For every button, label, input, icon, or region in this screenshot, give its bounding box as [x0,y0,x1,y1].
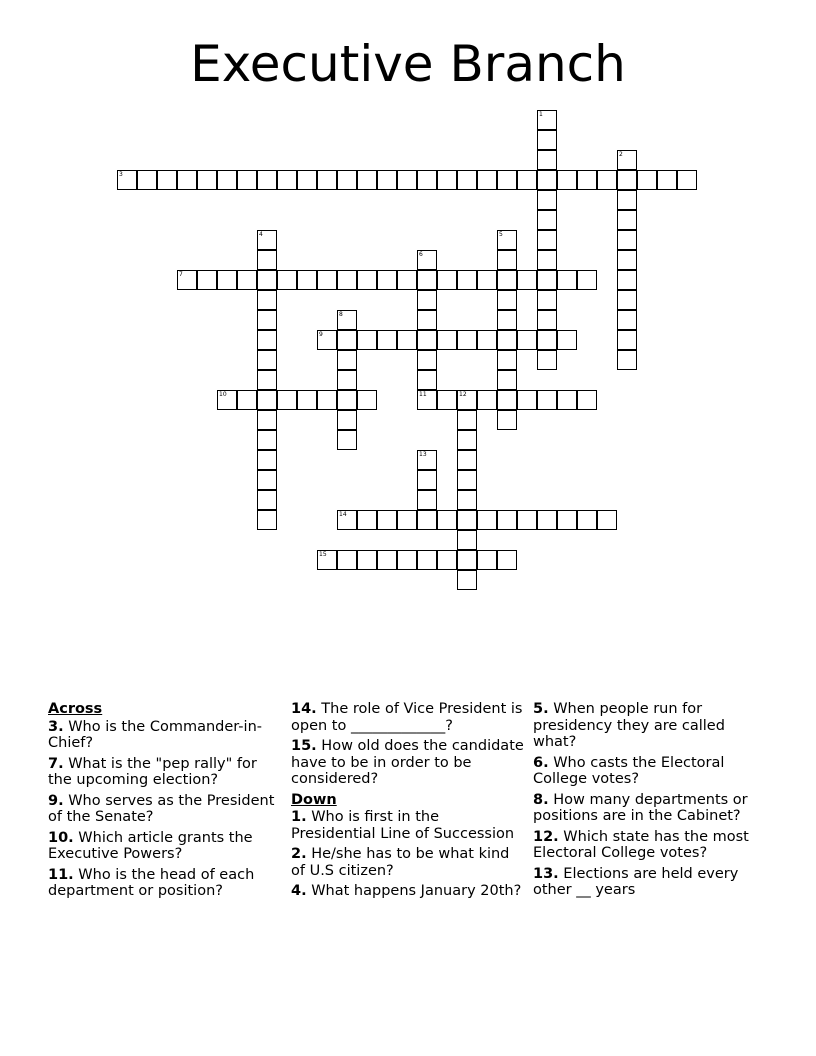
clue-text: Who is first in the Presidential Line of Succession [291,809,515,842]
grid-cell[interactable] [257,510,277,530]
grid-cell[interactable] [417,330,437,350]
grid-cell[interactable] [117,170,137,190]
clue-item [291,883,527,900]
clue-number-label: 14 [339,511,347,518]
grid-cell[interactable] [477,510,497,530]
clue-item [533,701,769,751]
grid-cell[interactable] [597,170,617,190]
grid-cell[interactable] [257,470,277,490]
clue-text: Who serves as the President of the Senate? [48,792,275,825]
clue-number: 9. [48,792,64,809]
grid-cell[interactable] [337,310,357,330]
grid-cell[interactable] [457,330,477,350]
clue-number: 13. [533,865,559,882]
clue-item [48,830,284,863]
grid-cell[interactable] [397,270,417,290]
clue-column-3 [533,701,769,903]
grid-cell[interactable] [517,390,537,410]
grid-cell[interactable] [257,490,277,510]
grid-cell[interactable] [457,570,477,590]
clue-text: When people run for presidency they are called what? [533,701,725,750]
grid-cell[interactable] [237,270,257,290]
grid-cell[interactable] [297,270,317,290]
grid-cell[interactable] [197,270,217,290]
grid-cell[interactable] [437,330,457,350]
grid-cell[interactable] [257,290,277,310]
grid-cell[interactable] [497,310,517,330]
puzzle-title: Executive Branch [190,35,626,93]
grid-cell[interactable] [357,330,377,350]
grid-cell[interactable] [417,310,437,330]
grid-cell[interactable] [617,270,637,290]
clue-item [48,793,284,826]
grid-cell[interactable] [377,330,397,350]
grid-cell[interactable] [617,150,637,170]
grid-cell[interactable] [257,270,277,290]
grid-cell[interactable] [597,510,617,530]
grid-cell[interactable] [257,170,277,190]
grid-cell[interactable] [137,170,157,190]
grid-cell[interactable] [537,310,557,330]
grid-cell[interactable] [617,350,637,370]
clue-item [533,829,769,862]
grid-cell[interactable] [477,390,497,410]
grid-cell[interactable] [537,510,557,530]
grid-cell[interactable] [537,390,557,410]
clue-number-label: 13 [419,451,427,458]
clue-item [48,756,284,789]
grid-cell[interactable] [557,270,577,290]
clue-number: 15. [291,738,317,754]
grid-cell[interactable] [397,330,417,350]
grid-cell[interactable] [497,250,517,270]
grid-cell[interactable] [417,470,437,490]
grid-cell[interactable] [457,450,477,470]
grid-cell[interactable] [177,170,197,190]
grid-cell[interactable] [397,170,417,190]
clue-text: Which state has the most Electoral College votes? [533,828,749,861]
clue-text: He/she has to be what kind of U.S citizen? [291,846,510,879]
grid-cell[interactable] [417,490,437,510]
grid-cell[interactable] [537,110,557,130]
clue-text: How many departments or positions are in the Cabinet? [533,791,748,824]
clue-column-2 [291,701,527,904]
clue-number: 12. [533,828,559,845]
grid-cell[interactable] [617,230,637,250]
clue-column-1 [48,701,284,904]
grid-cell[interactable] [277,270,297,290]
grid-cell[interactable] [537,150,557,170]
grid-cell[interactable] [477,550,497,570]
grid-cell[interactable] [557,170,577,190]
clue-item [48,867,284,900]
grid-cell[interactable] [257,450,277,470]
clue-text: Who casts the Electoral College votes? [533,754,725,787]
grid-cell[interactable] [457,430,477,450]
grid-cell[interactable] [257,250,277,270]
grid-cell[interactable] [277,170,297,190]
clue-text: Who is the head of each department or position? [48,866,255,899]
grid-cell[interactable] [537,190,557,210]
grid-cell[interactable] [337,350,357,370]
grid-cell[interactable] [257,410,277,430]
grid-cell[interactable] [557,390,577,410]
grid-cell[interactable] [257,370,277,390]
grid-cell[interactable] [417,370,437,390]
grid-cell[interactable] [577,170,597,190]
grid-cell[interactable] [217,170,237,190]
grid-cell[interactable] [457,470,477,490]
grid-cell[interactable] [337,510,357,530]
grid-cell[interactable] [357,270,377,290]
grid-cell[interactable] [317,270,337,290]
grid-cell[interactable] [537,350,557,370]
grid-cell[interactable] [517,270,537,290]
grid-cell[interactable] [317,390,337,410]
grid-cell[interactable] [257,310,277,330]
grid-cell[interactable] [557,330,577,350]
grid-cell[interactable] [257,390,277,410]
clue-text: How old does the candidate have to be in order to be considered? [291,738,524,787]
clue-text: Elections are held every other __ years [533,865,739,898]
clue-number-label: 11 [419,391,427,398]
clue-item [533,866,769,899]
clue-number: 6. [533,754,549,771]
grid-cell[interactable] [417,510,437,530]
grid-cell[interactable] [617,290,637,310]
grid-cell[interactable] [437,550,457,570]
clue-number: 7. [48,755,64,772]
grid-cell[interactable] [377,170,397,190]
grid-cell[interactable] [677,170,697,190]
grid-cell[interactable] [337,330,357,350]
grid-cell[interactable] [337,370,357,390]
grid-cell[interactable] [537,170,557,190]
grid-cell[interactable] [237,170,257,190]
grid-cell[interactable] [457,530,477,550]
clue-number: 2. [291,846,307,862]
clue-text: Which article grants the Executive Powers? [48,829,253,862]
grid-cell[interactable] [177,270,197,290]
clue-number: 3. [48,718,64,735]
grid-cell[interactable] [497,510,517,530]
clue-number-label: 2 [619,151,623,158]
clue-number: 4. [291,883,307,899]
grid-cell[interactable] [377,270,397,290]
grid-cell[interactable] [417,170,437,190]
grid-cell[interactable] [497,410,517,430]
clue-section-heading: Across [48,701,103,717]
grid-cell[interactable] [337,170,357,190]
grid-cell[interactable] [497,550,517,570]
grid-cell[interactable] [297,390,317,410]
grid-cell[interactable] [337,550,357,570]
grid-cell[interactable] [617,310,637,330]
grid-cell[interactable] [417,350,437,370]
grid-cell[interactable] [557,510,577,530]
grid-cell[interactable] [317,550,337,570]
grid-cell[interactable] [577,390,597,410]
grid-cell[interactable] [537,230,557,250]
grid-cell[interactable] [477,170,497,190]
clue-item [48,719,284,752]
clue-number: 11. [48,866,74,883]
grid-cell[interactable] [497,390,517,410]
grid-cell[interactable] [397,550,417,570]
clue-item [291,738,527,788]
grid-cell[interactable] [417,270,437,290]
grid-cell[interactable] [417,550,437,570]
grid-cell[interactable] [637,170,657,190]
grid-cell[interactable] [337,430,357,450]
grid-cell[interactable] [237,390,257,410]
grid-cell[interactable] [497,370,517,390]
grid-cell[interactable] [537,210,557,230]
grid-cell[interactable] [537,130,557,150]
clue-number-label: 12 [459,391,467,398]
grid-cell[interactable] [337,270,357,290]
clue-number-label: 8 [339,311,343,318]
clue-number: 10. [48,829,74,846]
grid-cell[interactable] [157,170,177,190]
grid-cell[interactable] [257,330,277,350]
grid-cell[interactable] [437,390,457,410]
clue-number-label: 5 [499,231,503,238]
grid-cell[interactable] [317,330,337,350]
clue-item [291,846,527,879]
grid-cell[interactable] [617,250,637,270]
grid-cell[interactable] [617,170,637,190]
grid-cell[interactable] [297,170,317,190]
grid-cell[interactable] [457,550,477,570]
grid-cell[interactable] [217,270,237,290]
grid-cell[interactable] [457,390,477,410]
clue-number-label: 3 [119,171,123,178]
grid-cell[interactable] [457,490,477,510]
clue-number: 5. [533,701,549,717]
grid-cell[interactable] [577,270,597,290]
clue-number: 8. [533,791,549,808]
grid-cell[interactable] [357,390,377,410]
grid-cell[interactable] [397,510,417,530]
grid-cell[interactable] [277,390,297,410]
grid-cell[interactable] [457,270,477,290]
grid-cell[interactable] [437,510,457,530]
grid-cell[interactable] [417,250,437,270]
grid-cell[interactable] [337,410,357,430]
grid-cell[interactable] [477,270,497,290]
grid-cell[interactable] [457,410,477,430]
clue-number-label: 15 [319,551,327,558]
grid-cell[interactable] [537,270,557,290]
grid-cell[interactable] [617,210,637,230]
grid-cell[interactable] [437,170,457,190]
grid-cell[interactable] [457,170,477,190]
grid-cell[interactable] [537,290,557,310]
grid-cell[interactable] [577,510,597,530]
grid-cell[interactable] [377,510,397,530]
clue-number-label: 6 [419,251,423,258]
clue-item [291,701,527,734]
clue-number-label: 7 [179,271,183,278]
grid-cell[interactable] [417,390,437,410]
grid-cell[interactable] [217,390,237,410]
clue-section-heading: Down [291,791,337,808]
clue-number-label: 9 [319,331,323,338]
grid-cell[interactable] [357,510,377,530]
grid-cell[interactable] [317,170,337,190]
clue-item [533,755,769,788]
grid-cell[interactable] [497,230,517,250]
grid-cell[interactable] [517,170,537,190]
clue-item [533,792,769,825]
grid-cell[interactable] [517,330,537,350]
grid-cell[interactable] [437,270,457,290]
grid-cell[interactable] [417,290,437,310]
grid-cell[interactable] [537,330,557,350]
grid-cell[interactable] [457,510,477,530]
grid-cell[interactable] [497,350,517,370]
clue-number: 1. [291,809,307,825]
clue-text: The role of Vice President is open to _____________? [291,701,523,734]
clue-number-label: 4 [259,231,263,238]
clue-item [291,809,527,842]
clue-number: 14. [291,701,317,717]
clue-text: What is the "pep rally" for the upcoming election? [48,755,257,788]
grid-cell[interactable] [617,190,637,210]
grid-cell[interactable] [257,350,277,370]
grid-cell[interactable] [517,510,537,530]
clue-text: What happens January 20th? [311,883,522,899]
grid-cell[interactable] [657,170,677,190]
grid-cell[interactable] [617,330,637,350]
grid-cell[interactable] [537,250,557,270]
clue-text: Who is the Commander-in-Chief? [48,718,262,751]
grid-cell[interactable] [377,550,397,570]
clue-number-label: 1 [539,111,543,118]
grid-cell[interactable] [497,290,517,310]
grid-cell[interactable] [257,230,277,250]
grid-cell[interactable] [497,170,517,190]
grid-cell[interactable] [337,390,357,410]
grid-cell[interactable] [357,550,377,570]
grid-cell[interactable] [257,430,277,450]
grid-cell[interactable] [357,170,377,190]
grid-cell[interactable] [417,450,437,470]
grid-cell[interactable] [197,170,217,190]
grid-cell[interactable] [497,270,517,290]
clue-number-label: 10 [219,391,227,398]
grid-cell[interactable] [477,330,497,350]
grid-cell[interactable] [497,330,517,350]
